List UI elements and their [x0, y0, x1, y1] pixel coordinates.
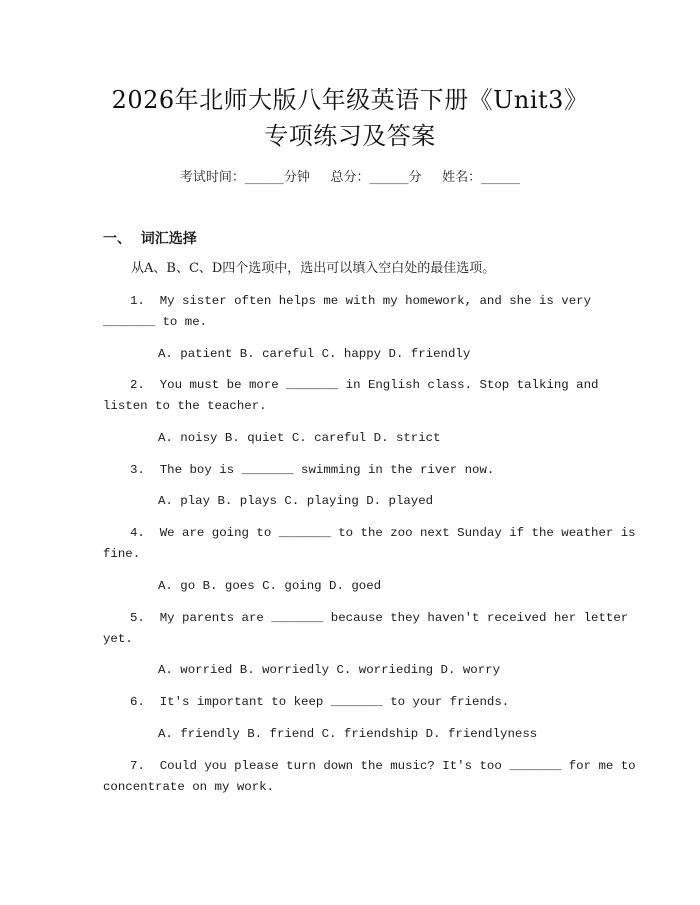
question-4-options: A. go B. goes C. going D. goed	[158, 579, 382, 593]
question-text-line: 7. Could you please turn down the music? It's too _______ for me to	[130, 759, 636, 773]
question-2-options: A. noisy B. quiet C. careful D. strict	[158, 431, 441, 445]
page-subtitle: 专项练习及答案	[264, 122, 436, 150]
question-2	[103, 375, 603, 417]
question-4	[103, 523, 636, 565]
section-heading: 一、 词汇选择	[103, 231, 197, 247]
question-3	[103, 460, 603, 481]
question-text-line: 6. It's important to keep _______ to your friends.	[130, 695, 510, 709]
question-6-options: A. friendly B. friend C. friendship D. friendlyness	[158, 727, 538, 741]
question-5	[103, 608, 629, 650]
question-7	[103, 756, 636, 798]
question-text-line: listen to the teacher.	[103, 399, 267, 413]
question-1	[103, 291, 603, 333]
question-text-line: 4. We are going to _______ to the zoo next Sunday if the weather is	[130, 526, 636, 540]
question-text-line: 1. My sister often helps me with my homework, and she is very	[130, 294, 592, 308]
exam-info-line: 考试时间：______分钟 总分：______分 姓名：______	[179, 170, 521, 185]
page-title: 2026年北师大版八年级英语下册《Unit3》	[111, 86, 589, 114]
question-6	[103, 692, 603, 713]
question-text-line: 3. The boy is _______ swimming in the river now.	[130, 463, 495, 477]
question-text-line: concentrate on my work.	[103, 780, 275, 794]
section-instruction: 从A、B、C、D四个选项中，选出可以填入空白处的最佳选项。	[131, 261, 496, 276]
question-3-options: A. play B. plays C. playing D. played	[158, 494, 434, 508]
question-5-options: A. worried B. worriedly C. worrieding D. worry	[158, 663, 501, 677]
question-text-line: yet.	[103, 632, 133, 646]
question-text-line: _______ to me.	[103, 315, 208, 329]
question-text-line: 2. You must be more _______ in English class. Stop talking and	[130, 378, 599, 392]
question-1-options: A. patient B. careful C. happy D. friendly	[158, 347, 471, 361]
question-text-line: fine.	[103, 547, 141, 561]
question-text-line: 5. My parents are _______ because they haven't received her letter	[130, 611, 629, 625]
